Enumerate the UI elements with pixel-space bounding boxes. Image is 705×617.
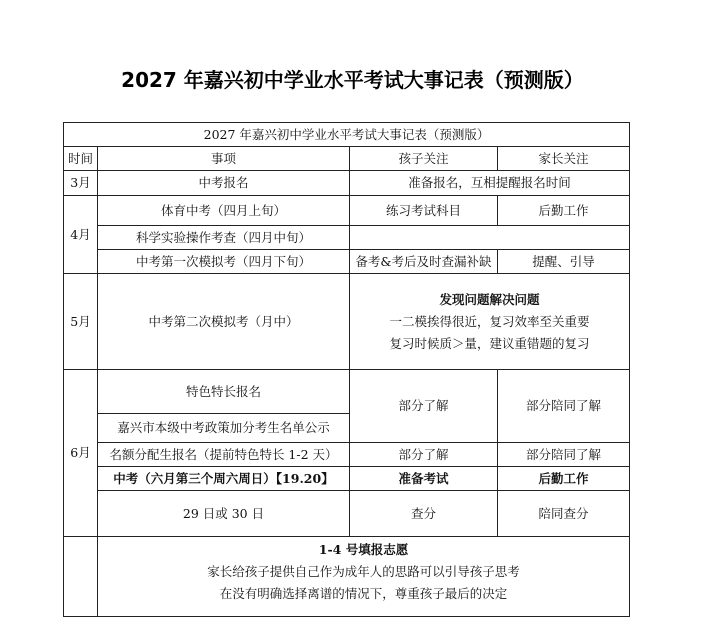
note-cell (98, 537, 630, 617)
child-cell: 准备考试 (350, 467, 498, 491)
month-cell: 5月 (64, 274, 98, 370)
note-title: 1-4 号填报志愿 (318, 542, 409, 557)
table-row (64, 196, 630, 226)
table-row (64, 443, 630, 467)
table-row (64, 467, 630, 491)
month-cell: 6月 (64, 370, 98, 537)
note-line: 家长给孩子提供自己作为成年人的思路可以引导孩子思考 (207, 564, 520, 579)
header-parent: 家长关注 (498, 147, 630, 171)
table-row (64, 171, 630, 196)
event-policy: 嘉兴市本级中考政策加分考生名单公示 (117, 420, 330, 435)
event-special: 特色特长报名 (98, 370, 349, 414)
header-time: 时间 (64, 147, 98, 171)
table-row (64, 370, 630, 443)
table-caption: 2027 年嘉兴初中学业水平考试大事记表（预测版） (64, 123, 630, 147)
event-cell: 中考（六月第三个周六周日）【19.20】 (98, 467, 350, 491)
event-cell: 中考报名 (98, 171, 350, 196)
event-cell-stack (98, 370, 350, 443)
event-cell: 名额分配生报名（提前特色特长 1-2 天） (98, 443, 350, 467)
note-title: 发现问题解决问题 (439, 291, 540, 307)
child-cell: 练习考试科目 (350, 196, 498, 226)
parent-cell: 提醒、引导 (498, 250, 630, 274)
child-cell: 部分了解 (350, 370, 498, 443)
events-table (63, 122, 630, 617)
table-row (64, 274, 630, 370)
child-cell: 备考&考后及时查漏补缺 (350, 250, 498, 274)
parent-cell: 部分陪同了解 (498, 370, 630, 443)
month-cell: 3月 (64, 171, 98, 196)
header-row (64, 147, 630, 171)
parent-cell: 后勤工作 (498, 467, 630, 491)
caption-row (64, 123, 630, 147)
table-row (64, 491, 630, 537)
event-cell: 29 日或 30 日 (98, 491, 350, 537)
child-cell: 查分 (350, 491, 498, 537)
parent-cell: 部分陪同了解 (498, 443, 630, 467)
table-row (64, 250, 630, 274)
note-line: 一二模挨得很近，复习效率至关重要 (389, 313, 590, 329)
note-line: 复习时候质＞量，建议重错题的复习 (389, 335, 590, 351)
event-cell: 体育中考（四月上旬） (98, 196, 350, 226)
month-cell: 4月 (64, 196, 98, 274)
event-cell: 中考第二次模拟考（月中） (98, 274, 350, 370)
parent-cell: 陪同查分 (498, 491, 630, 537)
note-line: 在没有明确选择离谱的情况下，尊重孩子最后的决定 (219, 586, 508, 601)
event-cell: 科学实验操作考查（四月中旬） (98, 226, 350, 250)
header-item: 事项 (98, 147, 350, 171)
note-cell: 准备报名，互相提醒报名时间 (350, 171, 630, 196)
month-cell (64, 537, 98, 617)
parent-cell: 后勤工作 (498, 196, 630, 226)
child-cell: 部分了解 (350, 443, 498, 467)
table-row (64, 537, 630, 617)
event-cell: 中考第一次模拟考（四月下旬） (98, 250, 350, 274)
note-cell (350, 274, 630, 370)
page-title: 2027 年嘉兴初中学业水平考试大事记表（预测版） (121, 68, 584, 92)
header-child: 孩子关注 (350, 147, 498, 171)
empty-cell (350, 226, 630, 250)
table-row (64, 226, 630, 250)
